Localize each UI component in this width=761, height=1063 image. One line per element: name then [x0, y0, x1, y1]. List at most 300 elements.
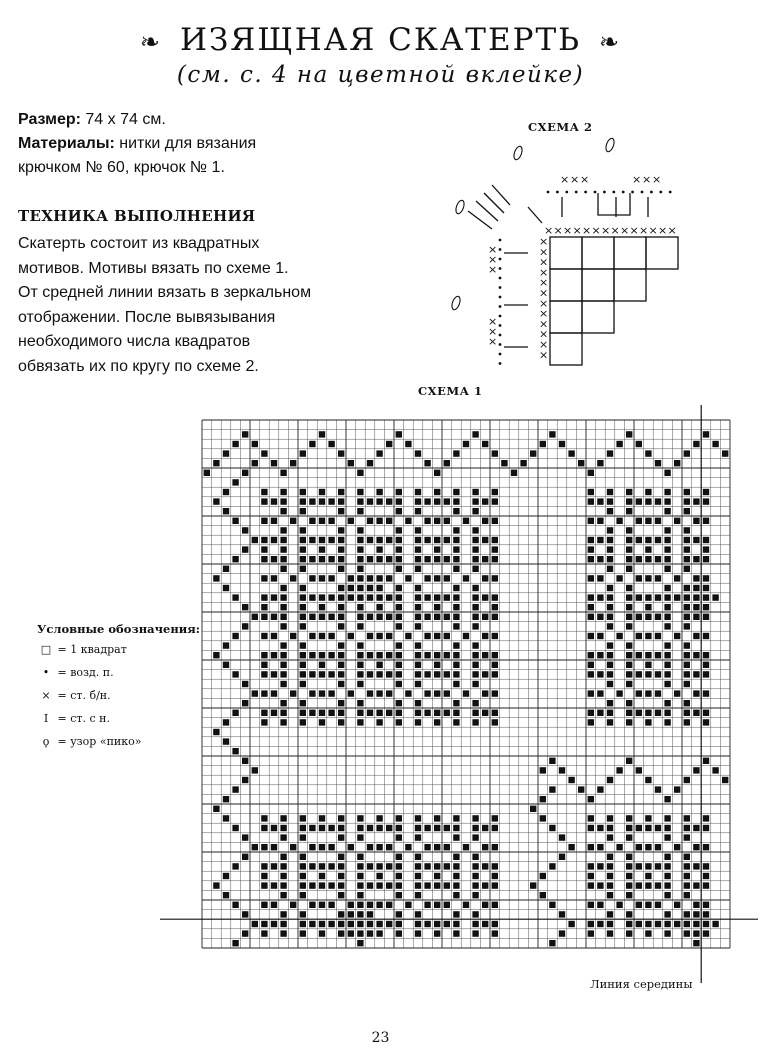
filled-cell [453, 652, 459, 658]
filled-cell [684, 642, 690, 648]
filled-cell [338, 537, 344, 543]
filled-cell [300, 594, 306, 600]
filled-cell [376, 604, 382, 610]
filled-cell [386, 710, 392, 716]
filled-cell [376, 546, 382, 552]
filled-cell [319, 604, 325, 610]
filled-cell [290, 633, 296, 639]
cross-mark: × [658, 224, 668, 237]
cross-mark: × [591, 224, 601, 237]
filled-cell [300, 527, 306, 533]
filled-cell [338, 911, 344, 917]
cross-mark: × [488, 325, 498, 338]
filled-cell [703, 825, 709, 831]
filled-cell [338, 815, 344, 821]
filled-cell [328, 652, 334, 658]
filled-cell [597, 460, 603, 466]
filled-cell [607, 882, 613, 888]
filled-cell [396, 498, 402, 504]
filled-cell [415, 614, 421, 620]
picot-mark [454, 199, 465, 215]
filled-cell [357, 498, 363, 504]
schema2-diagram [440, 135, 680, 375]
filled-cell [280, 594, 286, 600]
filled-cell [357, 662, 363, 668]
filled-cell [396, 710, 402, 716]
filled-cell [319, 594, 325, 600]
filled-cell [703, 844, 709, 850]
filled-cell [309, 614, 315, 620]
filled-cell [588, 825, 594, 831]
filled-cell [232, 940, 238, 946]
filled-cell [280, 556, 286, 562]
filled-cell [703, 911, 709, 917]
filled-cell [405, 844, 411, 850]
filled-cell [415, 892, 421, 898]
filled-cell [319, 671, 325, 677]
filled-cell [328, 575, 334, 581]
filled-cell [348, 902, 354, 908]
filled-cell [357, 671, 363, 677]
filled-cell [300, 825, 306, 831]
filled-cell [693, 825, 699, 831]
filled-cell [434, 873, 440, 879]
square-icon: □ [40, 643, 52, 656]
filled-cell [472, 614, 478, 620]
filled-cell [444, 690, 450, 696]
filled-cell [280, 671, 286, 677]
schema2-label: СХЕМА 2 [528, 120, 593, 134]
filled-cell [492, 902, 498, 908]
filled-cell [492, 873, 498, 879]
filled-cell [280, 719, 286, 725]
filled-cell [684, 652, 690, 658]
filled-cell [472, 546, 478, 552]
filled-cell [616, 518, 622, 524]
filled-cell [271, 575, 277, 581]
cross-mark: × [488, 253, 498, 266]
legend-text: = возд. п. [57, 666, 114, 679]
filled-cell [357, 642, 363, 648]
filled-cell [357, 892, 363, 898]
filled-cell [607, 594, 613, 600]
filled-cell [703, 594, 709, 600]
filled-cell [472, 556, 478, 562]
filled-cell [242, 854, 248, 860]
filled-cell [636, 844, 642, 850]
filled-cell [472, 930, 478, 936]
filled-cell [453, 710, 459, 716]
filled-cell [348, 594, 354, 600]
filled-cell [645, 690, 651, 696]
technique-line: мотивов. Мотивы вязать по схеме 1. [18, 259, 289, 277]
filled-cell [626, 825, 632, 831]
filled-cell [616, 690, 622, 696]
filled-cell [280, 863, 286, 869]
filled-cell [482, 556, 488, 562]
technique-line: Скатерть состоит из квадратных [18, 235, 260, 252]
filled-cell [376, 873, 382, 879]
filled-cell [396, 825, 402, 831]
filled-cell [376, 930, 382, 936]
filled-cell [693, 585, 699, 591]
filled-cell [453, 825, 459, 831]
filled-cell [588, 604, 594, 610]
filled-cell [434, 537, 440, 543]
chain-dot [499, 248, 502, 251]
legend-item [38, 664, 114, 682]
filled-cell [684, 921, 690, 927]
legend-text: = узор «пико» [57, 735, 142, 748]
cross-mark: × [539, 348, 549, 362]
filled-cell [453, 498, 459, 504]
filled-cell [444, 710, 450, 716]
technique-heading: ТЕХНИКА ВЫПОЛНЕНИЯ [18, 207, 256, 225]
filled-cell [645, 921, 651, 927]
filled-cell [492, 719, 498, 725]
legend-item [38, 710, 110, 728]
filled-cell [684, 585, 690, 591]
filled-cell [223, 796, 229, 802]
cross-mark: × [488, 243, 498, 256]
filled-cell [223, 489, 229, 495]
filled-cell [357, 614, 363, 620]
filled-cell [664, 921, 670, 927]
filled-cell [223, 892, 229, 898]
filled-cell [693, 441, 699, 447]
chain-dot [499, 239, 502, 242]
filled-cell [367, 911, 373, 917]
filled-cell [357, 470, 363, 476]
filled-cell [472, 431, 478, 437]
filled-cell [597, 518, 603, 524]
filled-cell [405, 575, 411, 581]
filled-cell [396, 863, 402, 869]
filled-cell [626, 498, 632, 504]
filled-cell [300, 882, 306, 888]
filled-cell [424, 460, 430, 466]
filled-cell [664, 815, 670, 821]
filled-cell [616, 441, 622, 447]
filled-cell [376, 921, 382, 927]
filled-cell [636, 441, 642, 447]
filled-cell [319, 863, 325, 869]
filled-cell [655, 786, 661, 792]
schema2-square [614, 269, 646, 301]
filled-cell [636, 575, 642, 581]
filled-cell [376, 614, 382, 620]
filled-cell [453, 873, 459, 879]
filled-cell [271, 594, 277, 600]
cross-icon: × [41, 689, 51, 702]
filled-cell [242, 431, 248, 437]
filled-cell [338, 498, 344, 504]
filled-cell [367, 594, 373, 600]
technique-line: обвязать их по кругу по схеме 2. [18, 357, 259, 375]
filled-cell [684, 825, 690, 831]
filled-cell [616, 767, 622, 773]
filled-cell [626, 882, 632, 888]
filled-cell [472, 642, 478, 648]
filled-cell [242, 623, 248, 629]
filled-cell [693, 710, 699, 716]
filled-cell [434, 470, 440, 476]
filled-cell [242, 700, 248, 706]
cross-mark: × [539, 255, 549, 269]
filled-cell [664, 892, 670, 898]
filled-cell [645, 450, 651, 456]
filled-cell [300, 930, 306, 936]
filled-cell [549, 431, 555, 437]
technique-body [18, 232, 358, 379]
filled-cell [492, 556, 498, 562]
filled-cell [232, 710, 238, 716]
filled-cell [645, 614, 651, 620]
dc-stitch [598, 193, 630, 215]
filled-cell [319, 431, 325, 437]
filled-cell [588, 614, 594, 620]
filled-cell [626, 642, 632, 648]
filled-cell [674, 633, 680, 639]
filled-cell [684, 537, 690, 543]
filled-cell [338, 719, 344, 725]
filled-cell [396, 527, 402, 533]
filled-cell [434, 518, 440, 524]
filled-cell [626, 508, 632, 514]
filled-cell [386, 594, 392, 600]
filled-cell [616, 575, 622, 581]
filled-cell [376, 710, 382, 716]
filled-cell [559, 930, 565, 936]
filled-cell [261, 633, 267, 639]
filled-cell [626, 594, 632, 600]
filled-cell [434, 671, 440, 677]
filled-cell [396, 594, 402, 600]
filled-cell [664, 585, 670, 591]
filled-cell [309, 825, 315, 831]
filled-cell [376, 450, 382, 456]
filled-cell [424, 652, 430, 658]
filled-cell [684, 614, 690, 620]
filled-cell [655, 710, 661, 716]
filled-cell [664, 546, 670, 552]
filled-cell [300, 614, 306, 620]
filled-cell [607, 585, 613, 591]
filled-cell [530, 806, 536, 812]
chain-dot [499, 267, 502, 270]
filled-cell [492, 671, 498, 677]
technique-line: необходимого числа квадратов [18, 333, 251, 350]
filled-cell [703, 585, 709, 591]
filled-cell [453, 585, 459, 591]
filled-cell [386, 882, 392, 888]
filled-cell [376, 863, 382, 869]
filled-cell [684, 882, 690, 888]
filled-cell [309, 441, 315, 447]
filled-cell [328, 633, 334, 639]
filled-cell [626, 556, 632, 562]
filled-cell [405, 518, 411, 524]
filled-cell [472, 594, 478, 600]
filled-cell [280, 710, 286, 716]
filled-cell [703, 498, 709, 504]
filled-cell [396, 508, 402, 514]
filled-cell [693, 940, 699, 946]
filled-cell [492, 930, 498, 936]
filled-cell [674, 460, 680, 466]
filled-cell [367, 498, 373, 504]
materials-value-1: нитки для вязания [119, 135, 257, 152]
chain-dot [641, 191, 644, 194]
chain-dot [499, 343, 502, 346]
filled-cell [213, 498, 219, 504]
dc-stitch [468, 211, 492, 229]
filled-cell [626, 681, 632, 687]
filled-cell [645, 863, 651, 869]
filled-cell [338, 566, 344, 572]
filled-cell [338, 892, 344, 898]
filled-cell [607, 777, 613, 783]
schema2-square [614, 237, 646, 269]
filled-cell [693, 767, 699, 773]
filled-cell [376, 594, 382, 600]
filled-cell [396, 911, 402, 917]
filled-cell [348, 575, 354, 581]
filled-cell [367, 844, 373, 850]
filled-cell [655, 825, 661, 831]
filled-cell [664, 854, 670, 860]
filled-cell [444, 825, 450, 831]
filled-cell [376, 518, 382, 524]
filled-cell [597, 498, 603, 504]
filled-cell [415, 863, 421, 869]
filled-cell [357, 940, 363, 946]
filled-cell [309, 652, 315, 658]
filled-cell [261, 575, 267, 581]
filled-cell [607, 566, 613, 572]
cross-mark: × [601, 224, 611, 237]
filled-cell [290, 844, 296, 850]
picot-mark [604, 137, 615, 153]
chain-dot [499, 305, 502, 308]
filled-cell [453, 892, 459, 898]
filled-cell [348, 911, 354, 917]
filled-cell [607, 863, 613, 869]
filled-cell [300, 604, 306, 610]
filled-cell [415, 623, 421, 629]
filled-cell [396, 604, 402, 610]
filled-cell [271, 690, 277, 696]
filled-cell [588, 671, 594, 677]
filled-cell [645, 710, 651, 716]
filled-cell [645, 604, 651, 610]
cross-mark: × [570, 173, 580, 186]
filled-cell [482, 614, 488, 620]
cross-mark: × [539, 338, 549, 351]
filled-cell [300, 652, 306, 658]
filled-cell [645, 671, 651, 677]
filled-cell [588, 710, 594, 716]
filled-cell [396, 815, 402, 821]
filled-cell [328, 594, 334, 600]
filled-cell [396, 642, 402, 648]
filled-cell [607, 489, 613, 495]
filled-cell [261, 662, 267, 668]
filled-cell [357, 489, 363, 495]
filled-cell [232, 518, 238, 524]
filled-cell [444, 902, 450, 908]
filled-cell [655, 518, 661, 524]
filled-cell [300, 623, 306, 629]
legend-text: = ст. б/н. [57, 689, 111, 702]
filled-cell [386, 614, 392, 620]
chain-dot [631, 191, 634, 194]
filled-cell [597, 556, 603, 562]
filled-cell [472, 662, 478, 668]
filled-cell [674, 902, 680, 908]
filled-cell [693, 844, 699, 850]
chain-dot [499, 362, 502, 365]
filled-cell [607, 700, 613, 706]
filled-cell [607, 450, 613, 456]
filled-cell [338, 614, 344, 620]
filled-cell [540, 892, 546, 898]
filled-cell [300, 719, 306, 725]
filled-cell [645, 518, 651, 524]
filled-cell [703, 863, 709, 869]
filled-cell [415, 556, 421, 562]
filled-cell [223, 738, 229, 744]
size-label: Размер: [18, 111, 81, 128]
filled-cell [607, 546, 613, 552]
filled-cell [232, 633, 238, 639]
cross-mark: × [620, 224, 630, 237]
filled-cell [444, 671, 450, 677]
filled-cell [280, 921, 286, 927]
filled-cell [655, 594, 661, 600]
filled-cell [664, 566, 670, 572]
filled-cell [434, 825, 440, 831]
leaf-ornament-icon: ❧ [599, 28, 622, 56]
filled-cell [703, 930, 709, 936]
filled-cell [309, 863, 315, 869]
filled-cell [492, 921, 498, 927]
filled-cell [588, 498, 594, 504]
filled-cell [472, 671, 478, 677]
schema1-chart [160, 405, 760, 985]
filled-cell [664, 604, 670, 610]
filled-cell [472, 566, 478, 572]
filled-cell [280, 508, 286, 514]
dc-stitch [528, 207, 542, 223]
materials-value-2: крючком № 60, крючок № 1. [18, 159, 225, 176]
filled-cell [415, 662, 421, 668]
filled-cell [357, 863, 363, 869]
filled-cell [300, 863, 306, 869]
filled-cell [693, 614, 699, 620]
filled-cell [664, 556, 670, 562]
filled-cell [242, 758, 248, 764]
filled-cell [376, 882, 382, 888]
filled-cell [645, 902, 651, 908]
filled-cell [405, 902, 411, 908]
legend-item [38, 733, 141, 751]
filled-cell [271, 614, 277, 620]
filled-cell [261, 614, 267, 620]
filled-cell [280, 623, 286, 629]
filled-cell [338, 921, 344, 927]
filled-cell [424, 498, 430, 504]
